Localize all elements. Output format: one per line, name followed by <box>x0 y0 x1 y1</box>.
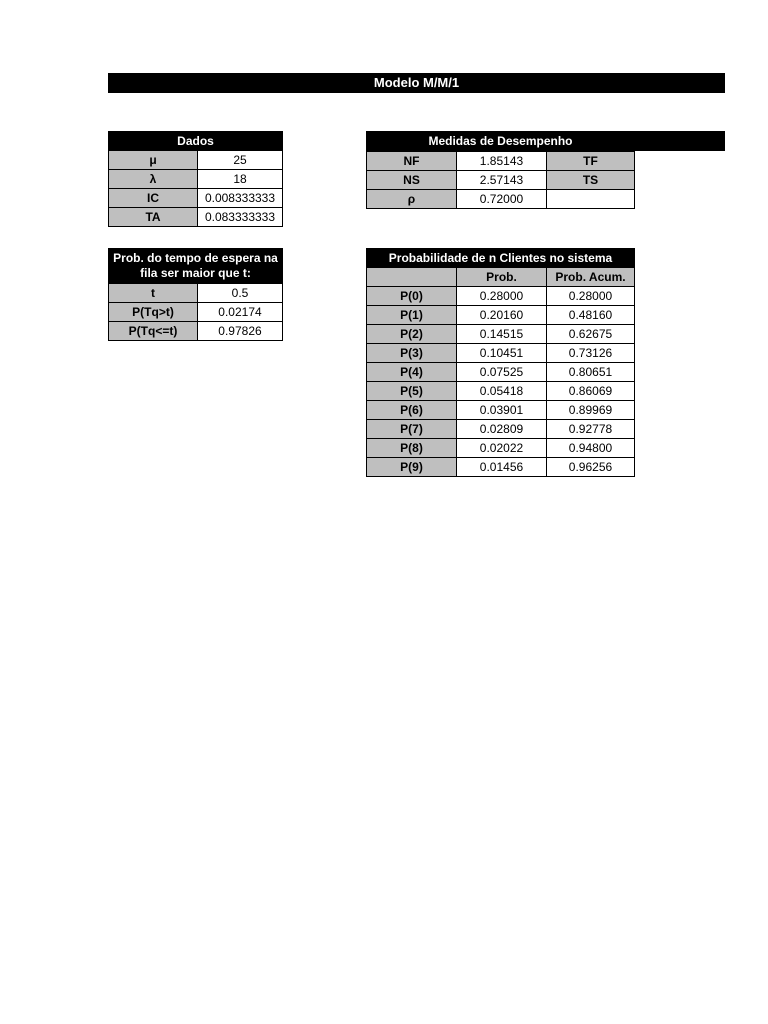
table-row <box>367 171 635 190</box>
param-label: t <box>109 284 198 303</box>
acum-cell[interactable]: 0.96256 <box>547 458 635 477</box>
prob-cell[interactable]: 0.05418 <box>457 382 547 401</box>
prob-cell[interactable]: 0.20160 <box>457 306 547 325</box>
prob-cell[interactable]: 0.01456 <box>457 458 547 477</box>
acum-cell[interactable]: 0.94800 <box>547 439 635 458</box>
prob-cell[interactable]: 0.07525 <box>457 363 547 382</box>
state-label: P(4) <box>367 363 457 382</box>
state-label: P(8) <box>367 439 457 458</box>
param-label: μ <box>109 151 198 170</box>
acum-cell[interactable]: 0.86069 <box>547 382 635 401</box>
column-header-row <box>367 268 635 287</box>
state-label: P(1) <box>367 306 457 325</box>
table-row <box>367 420 635 439</box>
param-label: TA <box>109 208 198 227</box>
result-value-cell[interactable]: 0.97826 <box>198 322 283 341</box>
medidas-header: Medidas de Desempenho <box>428 134 573 148</box>
table-row <box>367 363 635 382</box>
table-row <box>367 382 635 401</box>
state-label: P(2) <box>367 325 457 344</box>
table-row <box>109 208 283 227</box>
table-row <box>109 284 283 303</box>
medidas-table <box>366 151 635 209</box>
acum-cell[interactable]: 0.80651 <box>547 363 635 382</box>
prob-cell[interactable]: 0.02022 <box>457 439 547 458</box>
prob-cell[interactable]: 0.14515 <box>457 325 547 344</box>
acum-cell[interactable]: 0.28000 <box>547 287 635 306</box>
table-row <box>109 170 283 189</box>
measure-label-2: TF <box>547 152 635 171</box>
dados-header: Dados <box>109 132 283 151</box>
acum-cell[interactable]: 0.48160 <box>547 306 635 325</box>
dados-table <box>108 131 283 227</box>
table-row <box>367 152 635 171</box>
param-value-cell[interactable]: 25 <box>198 151 283 170</box>
prob-cell[interactable]: 0.02809 <box>457 420 547 439</box>
espera-table <box>108 248 283 341</box>
table-row <box>367 344 635 363</box>
measure-value-cell[interactable]: 1.85143 <box>457 152 547 171</box>
prob-n-table <box>366 248 635 477</box>
param-label: λ <box>109 170 198 189</box>
table-row <box>367 190 635 209</box>
param-value-cell[interactable]: 0.5 <box>198 284 283 303</box>
table-row <box>109 151 283 170</box>
measure-label-2: TS <box>547 171 635 190</box>
blank-header-cell <box>367 268 457 287</box>
result-label: P(Tq<=t) <box>109 322 198 341</box>
measure-value-cell[interactable]: 0.72000 <box>457 190 547 209</box>
table-row <box>109 189 283 208</box>
page-title: Modelo M/M/1 <box>108 73 725 93</box>
state-label: P(5) <box>367 382 457 401</box>
espera-header: Prob. do tempo de espera na fila ser maior que t: <box>109 249 283 284</box>
col-acum-header: Prob. Acum. <box>547 268 635 287</box>
table-row <box>367 287 635 306</box>
acum-cell[interactable]: 0.89969 <box>547 401 635 420</box>
table-row <box>109 322 283 341</box>
acum-cell[interactable]: 0.73126 <box>547 344 635 363</box>
acum-cell[interactable]: 0.62675 <box>547 325 635 344</box>
state-label: P(3) <box>367 344 457 363</box>
result-label: P(Tq>t) <box>109 303 198 322</box>
table-row <box>367 306 635 325</box>
param-value-cell[interactable]: 0.008333333 <box>198 189 283 208</box>
state-label: P(7) <box>367 420 457 439</box>
param-value-cell[interactable]: 18 <box>198 170 283 189</box>
state-label: P(0) <box>367 287 457 306</box>
state-label: P(9) <box>367 458 457 477</box>
prob-cell[interactable]: 0.03901 <box>457 401 547 420</box>
prob-cell[interactable]: 0.28000 <box>457 287 547 306</box>
table-row <box>367 439 635 458</box>
measure-empty-cell[interactable] <box>547 190 635 209</box>
measure-value-cell[interactable]: 2.57143 <box>457 171 547 190</box>
measure-label: NS <box>367 171 457 190</box>
measure-label: NF <box>367 152 457 171</box>
state-label: P(6) <box>367 401 457 420</box>
param-label: IC <box>109 189 198 208</box>
result-value-cell[interactable]: 0.02174 <box>198 303 283 322</box>
col-prob-header: Prob. <box>457 268 547 287</box>
prob-n-header: Probabilidade de n Clientes no sistema <box>367 249 635 268</box>
table-row <box>367 325 635 344</box>
acum-cell[interactable]: 0.92778 <box>547 420 635 439</box>
table-row <box>367 458 635 477</box>
table-row <box>367 401 635 420</box>
table-row <box>109 303 283 322</box>
param-value-cell[interactable]: 0.083333333 <box>198 208 283 227</box>
measure-label: ρ <box>367 190 457 209</box>
prob-cell[interactable]: 0.10451 <box>457 344 547 363</box>
